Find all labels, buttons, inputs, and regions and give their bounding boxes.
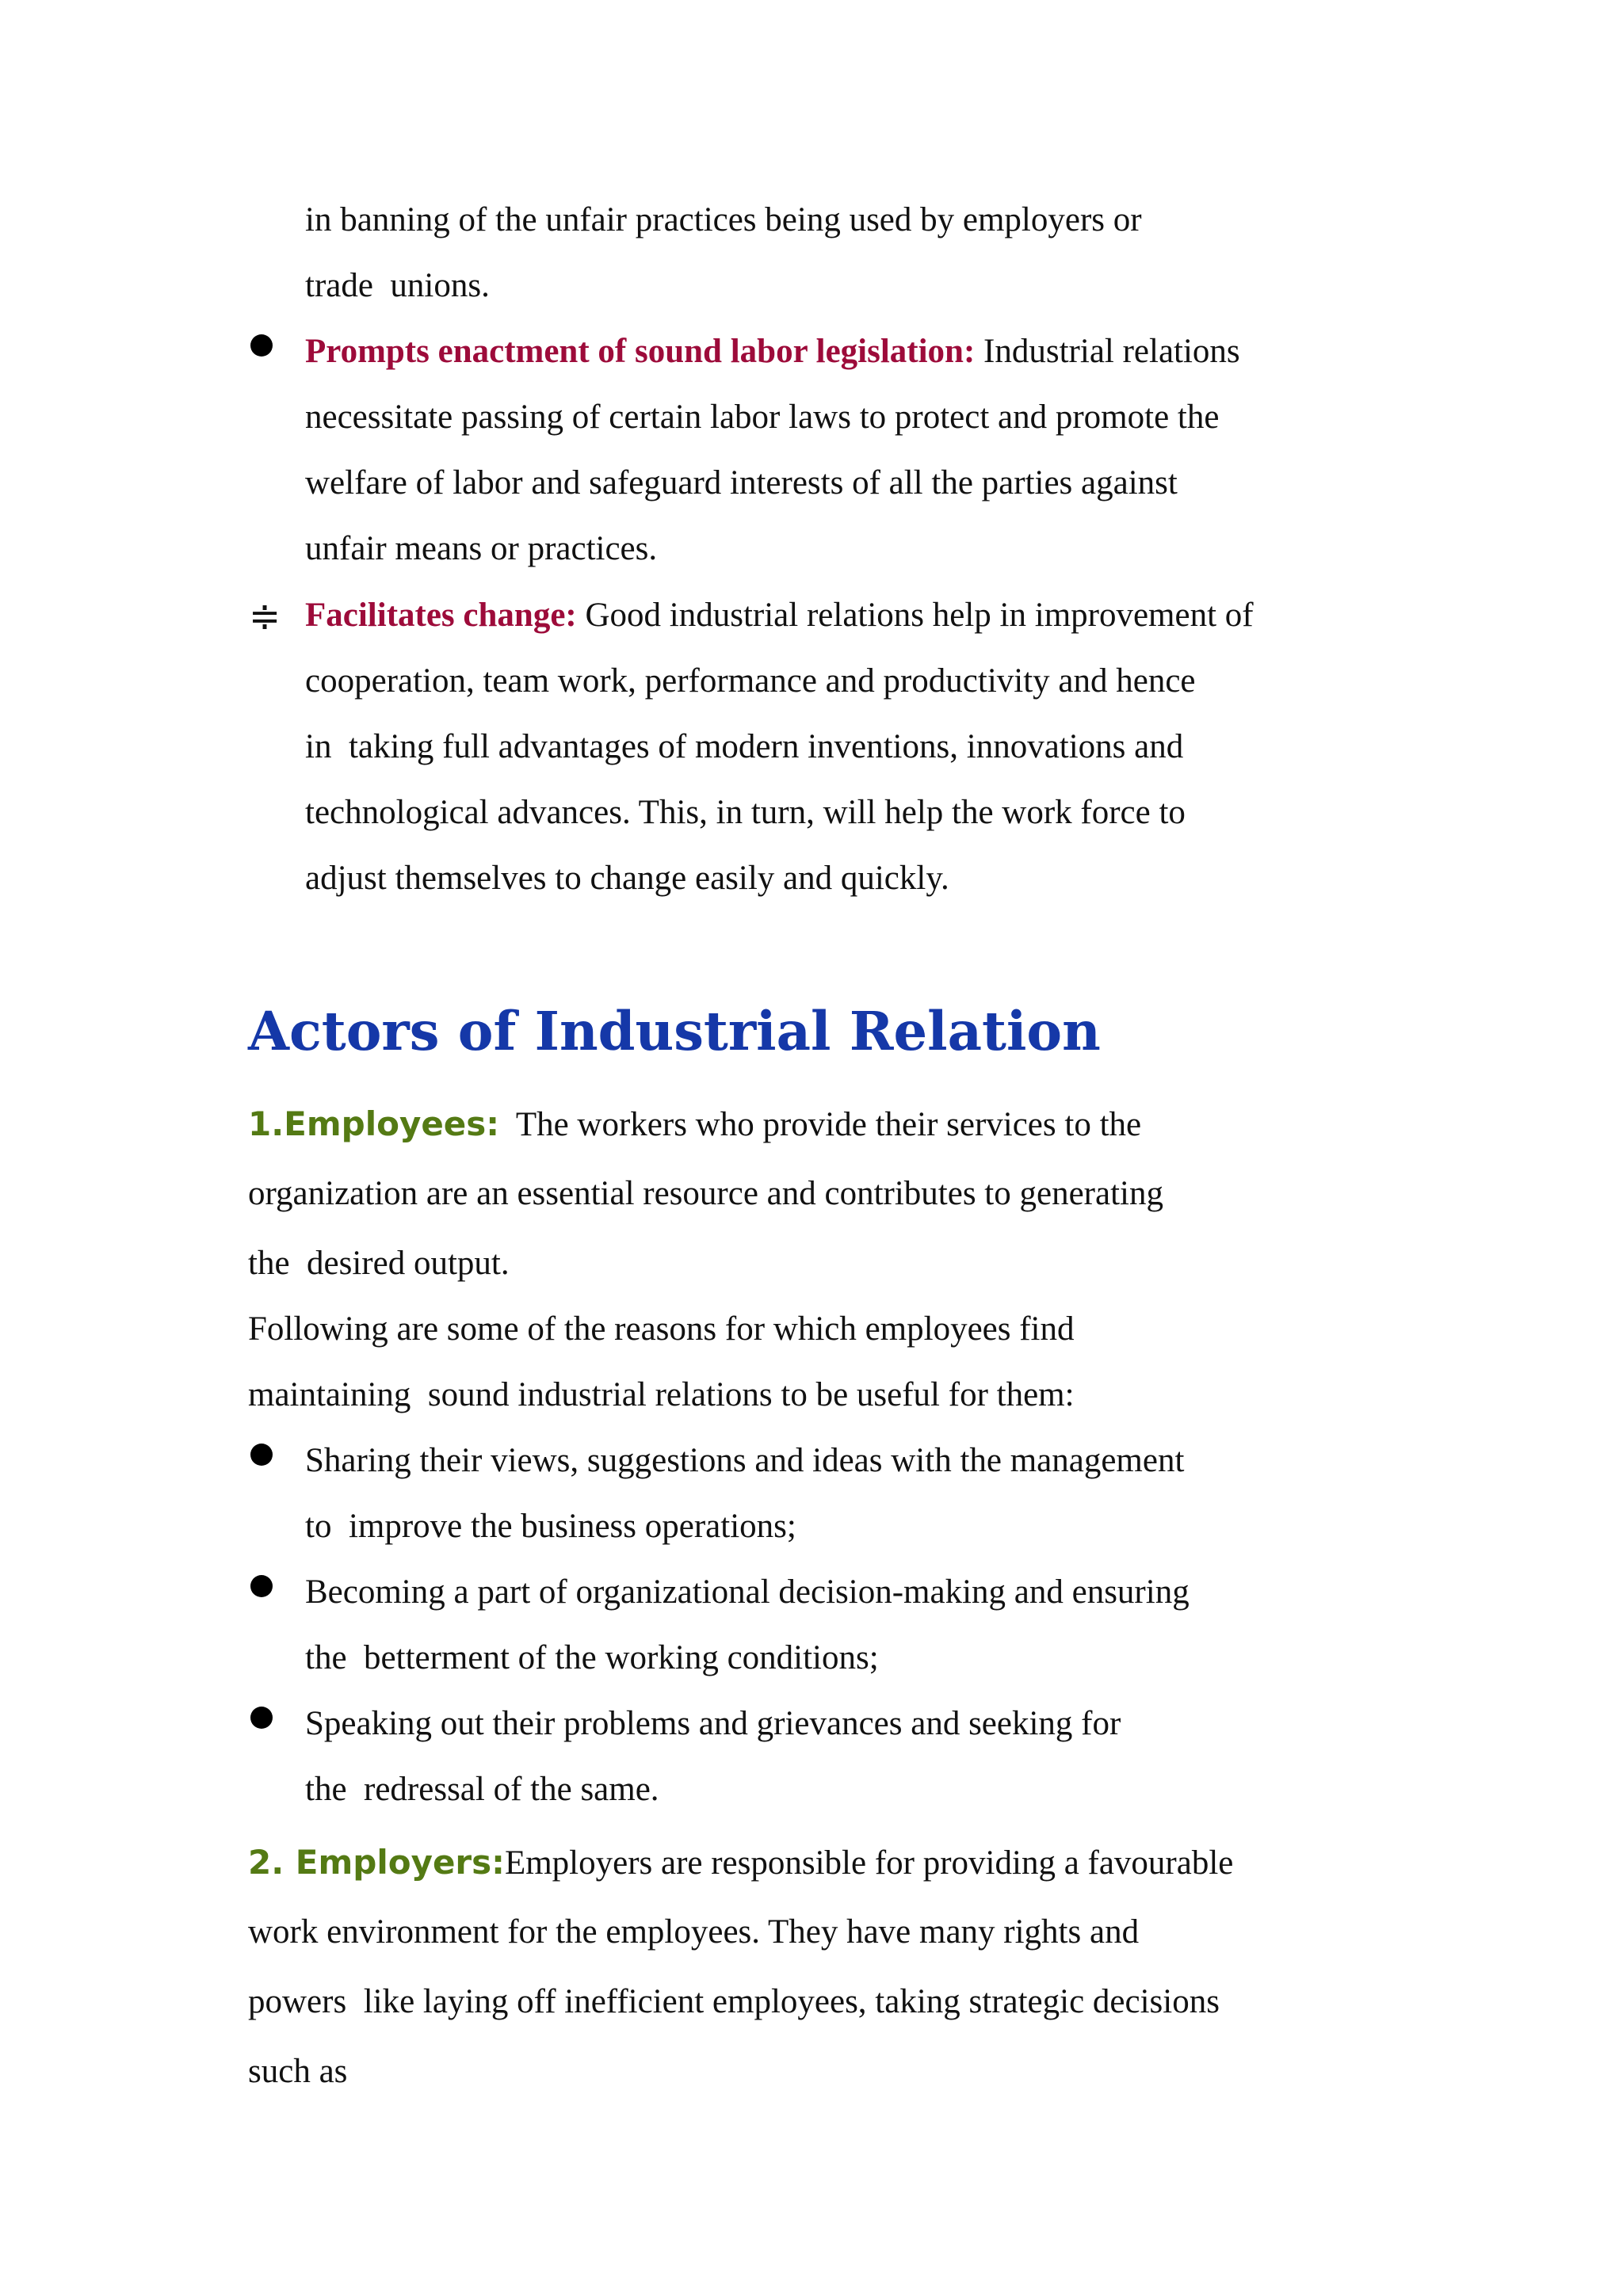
list-item-continued: the redressal of the same. [305, 1771, 659, 1808]
subheading-employees: 1.Employees: [248, 1104, 500, 1143]
paragraph-line: Following are some of the reasons for which employees find [248, 1310, 1075, 1348]
item-text: Good industrial relations help in improvement of [576, 597, 1254, 634]
paragraph-line: work environment for the employees. They have many rights and [248, 1913, 1140, 1951]
bullet-icon [250, 1575, 273, 1597]
employers-paragraph [248, 1842, 1233, 1884]
item-line: technological advances. This, in turn, will help the work force to [305, 794, 1186, 831]
list-item: Speaking out their problems and grievances and seeking for [305, 1705, 1121, 1742]
key-term: Facilitates change: [305, 597, 577, 634]
paragraph-line: powers like laying off inefficient employees, taking strategic decisions [248, 1983, 1220, 2020]
continuation-line-2: trade unions. [305, 267, 490, 304]
bullet-icon [250, 334, 273, 357]
paragraph-line: maintaining sound industrial relations to be useful for them: [248, 1376, 1075, 1413]
paragraph-line: the desired output. [248, 1245, 510, 1282]
bullet-icon [250, 1444, 273, 1466]
item-line: in taking full advantages of modern inventions, innovations and [305, 728, 1184, 765]
paragraph-text: Employers are responsible for providing a favourable [504, 1844, 1234, 1882]
item-line: adjust themselves to change easily and quickly. [305, 860, 949, 897]
list-item-continued: the betterment of the working conditions; [305, 1639, 879, 1676]
list-item: Becoming a part of organizational decision-making and ensuring [305, 1573, 1190, 1611]
item-text: Industrial relations [975, 333, 1240, 370]
list-item-change [305, 595, 1254, 636]
item-line: welfare of labor and safeguard interests of all the parties against [305, 464, 1178, 502]
paragraph-line: such as [248, 2053, 348, 2090]
list-item-legislation [305, 331, 1240, 372]
list-item-continued: to improve the business operations; [305, 1508, 796, 1545]
bullet-icon [250, 1707, 273, 1729]
employees-paragraph [248, 1104, 1141, 1146]
key-term: Prompts enactment of sound labor legislation: [305, 333, 976, 370]
paragraph-line: organization are an essential resource and contributes to generating [248, 1175, 1163, 1212]
paragraph-text: The workers who provide their services to the [499, 1106, 1142, 1143]
section-heading: Actors of Industrial Relation [248, 1000, 1101, 1062]
item-line: necessitate passing of certain labor laws to protect and promote the [305, 399, 1220, 436]
approx-equals-icon: ≑ [249, 594, 281, 639]
item-line: unfair means or practices. [305, 530, 658, 567]
subheading-employers: 2. Employers: [248, 1843, 505, 1882]
list-item: Sharing their views, suggestions and ideas with the management [305, 1442, 1185, 1479]
item-line: cooperation, team work, performance and productivity and hence [305, 662, 1196, 700]
continuation-line-1: in banning of the unfair practices being used by employers or [305, 201, 1142, 238]
